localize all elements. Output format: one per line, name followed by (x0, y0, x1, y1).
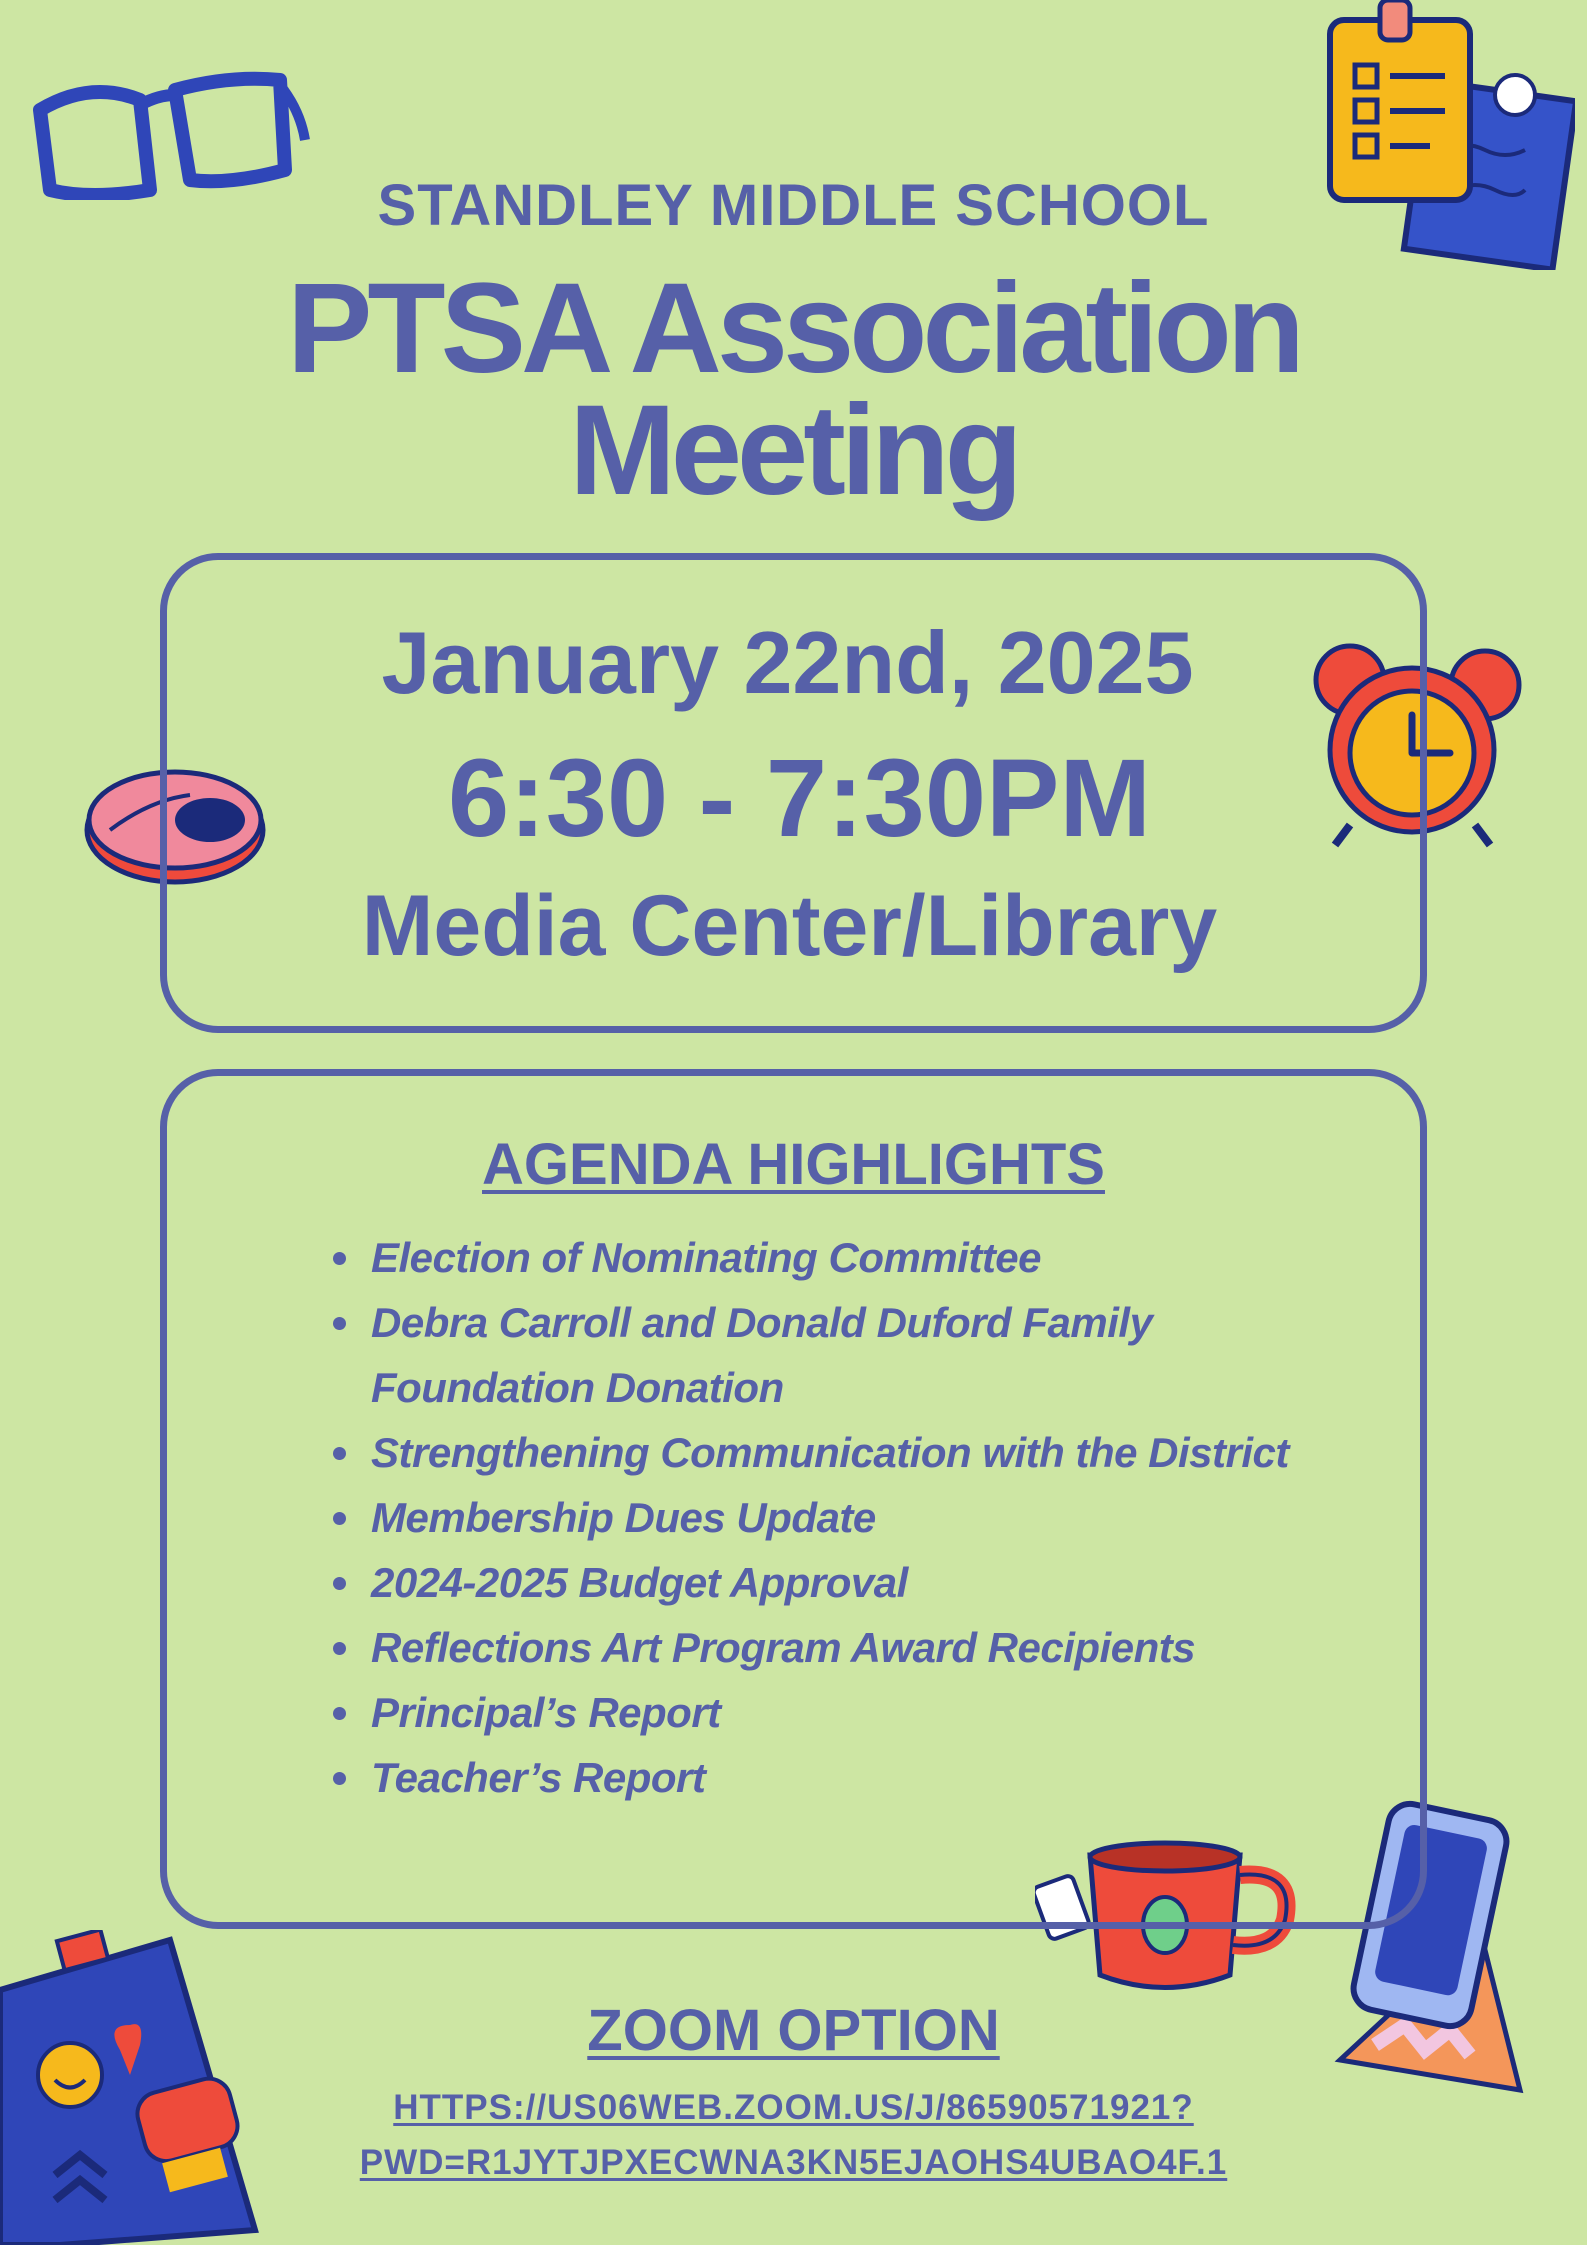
page-title (0, 257, 1587, 522)
school-name: STANDLEY MIDDLE SCHOOL (377, 173, 1210, 238)
list-item: Election of Nominating Committee (325, 1225, 1345, 1290)
list-item: Teacher’s Report (325, 1745, 1345, 1810)
title-line-2: Meeting (569, 379, 1018, 522)
list-item: Debra Carroll and Donald Duford Family Foundation Donation (325, 1290, 1345, 1420)
list-item: Reflections Art Program Award Recipients (325, 1615, 1345, 1680)
list-item: Membership Dues Update (325, 1485, 1345, 1550)
list-item: 2024-2025 Budget Approval (325, 1550, 1345, 1615)
zoom-link-line-2[interactable]: PWD=R1JYTJPXECWNA3KN5EJAOHS4UBAO4F.1 (359, 2143, 1228, 2182)
agenda-list (325, 1225, 1345, 1810)
event-time: 6:30 - 7:30PM (447, 737, 1152, 860)
list-item: Strengthening Communication with the District (325, 1420, 1345, 1485)
zoom-link-line-1[interactable]: HTTPS://US06WEB.ZOOM.US/J/86590571921? (393, 2088, 1194, 2127)
agenda-title: AGENDA HIGHLIGHTS (482, 1132, 1105, 1197)
title-line-1: PTSA Association (287, 257, 1300, 400)
zoom-title: ZOOM OPTION (587, 1998, 1000, 2063)
event-date: January 22nd, 2025 (381, 613, 1194, 712)
list-item: Principal’s Report (325, 1680, 1345, 1745)
event-location: Media Center/Library (361, 878, 1218, 974)
